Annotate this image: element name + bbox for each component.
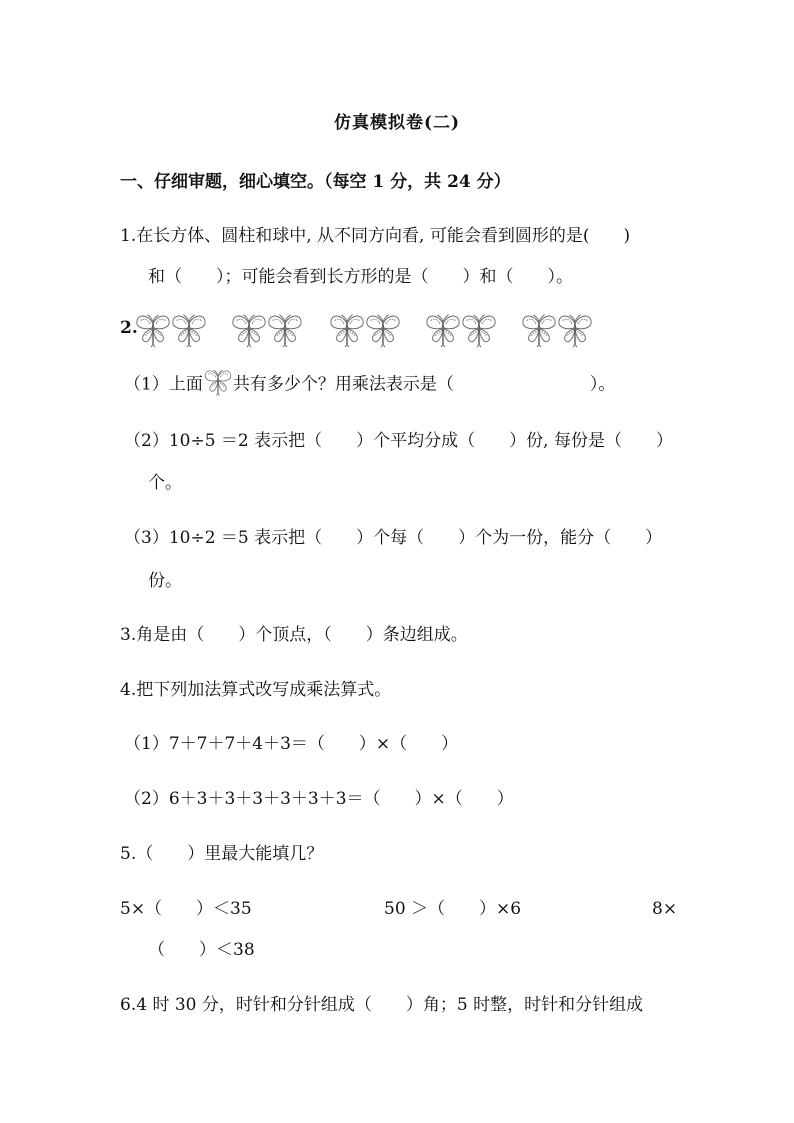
question-2-sub-1 [124, 373, 615, 397]
question-5-expression-3-part-1: 8× [652, 899, 678, 919]
butterfly-icon [520, 312, 558, 348]
section-heading: 一、仔细审题，细心填空。（每空 1 分，共 24 分） [120, 172, 511, 192]
question-4-item-2: （2）6＋3＋3＋3＋3＋3＋3＝（ ）×（ ） [124, 789, 514, 809]
question-5-heading: 5.（ ）里最大能填几？ [120, 844, 324, 864]
butterfly-icon [460, 312, 498, 348]
page-title: 仿真模拟卷(二) [333, 113, 461, 133]
question-4-item-1: （1）7＋7＋7＋4＋3＝（ ）×（ ） [124, 734, 459, 754]
butterfly-icon [230, 312, 268, 348]
butterfly-icon [328, 312, 366, 348]
question-2-sub-3-line-2: 份。 [148, 571, 182, 591]
question-4-heading: 4.把下列加法算式改写成乘法算式。 [120, 680, 392, 700]
question-3: 3.角是由（ ）个顶点，（ ）条边组成。 [120, 625, 468, 645]
question-2-sub-1-text-b: 共有多少个？用乘法表示是（ ）。 [232, 374, 616, 395]
question-2-number: 2. [120, 318, 138, 338]
butterfly-icon [556, 312, 594, 348]
butterfly-icon [203, 367, 233, 397]
question-5-expression-2: 50 ＞（ ）×6 [384, 899, 522, 919]
question-2-sub-1-text-a: （1）上面 [124, 374, 203, 395]
butterfly-icon [134, 312, 172, 348]
question-2-sub-2-line-2: 个。 [148, 473, 182, 493]
question-5-expression-3-part-2: （ ）＜38 [148, 940, 255, 960]
butterfly-icon [170, 312, 208, 348]
butterfly-picture [120, 312, 620, 352]
question-1-line-2: 和（ ）；可能会看到长方形的是（ ）和（ ）。 [148, 267, 573, 287]
butterfly-icon [364, 312, 402, 348]
question-2-sub-2-line-1: （2）10÷5 ＝2 表示把（ ）个平均分成（ ）份, 每份是（ ） [124, 431, 673, 451]
question-2-sub-3-line-1: （3）10÷2 ＝5 表示把（ ）个每（ ）个为一份，能分（ ） [124, 528, 663, 548]
question-1-line-1: 1.在长方体、圆柱和球中, 从不同方向看, 可能会看到圆形的是( ) [120, 226, 631, 246]
question-5-expression-1: 5×（ ）＜35 [120, 899, 252, 919]
butterfly-icon [266, 312, 304, 348]
question-6: 6.4 时 30 分，时针和分针组成（ ）角；5 时整，时针和分针组成 [120, 995, 644, 1015]
butterfly-icon [424, 312, 462, 348]
